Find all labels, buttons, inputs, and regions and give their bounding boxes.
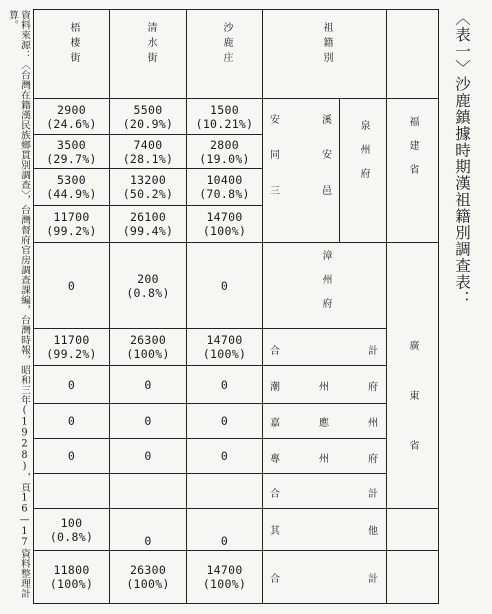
cell-wuqi: 0 [67,377,76,392]
header-qingshui: 清水街 [145,22,156,67]
table-border-bottom [33,603,439,604]
table-title: 〈表一〉沙鹿鎮據時期漢祖籍別調查表： [453,10,471,307]
row-divider [33,473,386,474]
table-border-right [438,9,439,604]
cell-qingshui: 0 [144,449,152,463]
place-label: 合 計 [270,489,378,500]
place-label: 專 州 府 [270,454,378,465]
cell-shalu: 0 [220,278,229,293]
cell-qingshui: 7400 (28.1%) [122,137,174,166]
cell-qingshui: 0 [144,414,152,428]
place-label: 安 溪 [270,115,332,126]
header-shalu: 沙鹿庄 [221,22,232,67]
cell-wuqi: 0 [67,278,76,293]
cell-qingshui: 26300 (100%) [126,333,170,361]
column-divider [262,9,263,604]
cell-shalu: 1500 (10.21%) [195,102,254,131]
cell-wuqi: 3500 (29.7%) [46,137,97,166]
cell-wuqi: 0 [67,449,76,463]
group-quanzhou: 泉州府 [358,120,369,192]
cell-shalu: 0 [220,449,229,463]
column-divider [339,98,340,242]
cell-wuqi: 11700 (99.2%) [46,210,97,238]
cell-qingshui: 200 (0.8%) [126,271,170,300]
cell-qingshui: 26100 (99.4%) [122,210,174,238]
cell-wuqi: 0 [67,414,76,428]
place-label: 同 安 [270,150,332,161]
cell-wuqi: 100 (0.8%) [49,515,94,544]
header-origin: 祖籍別 [321,22,332,67]
place-label: 合 計 [270,574,378,585]
group-fujian: 福建省 [407,116,418,188]
place-label: 三 邑 [270,186,332,197]
cell-wuqi: 11700 (99.2%) [46,333,97,361]
cell-shalu: 0 [220,377,229,392]
cell-wuqi: 2900 (24.6%) [46,102,97,131]
table-border-top [33,9,439,10]
cell-shalu: 14700 (100%) [202,210,247,238]
place-label: 嘉 應 州 [270,418,378,429]
cell-shalu: 14700 (100%) [202,333,247,361]
header-wuqi: 梧棲街 [68,22,79,67]
cell-qingshui: 13200 (50.2%) [122,173,174,201]
cell-shalu: 14700 (100%) [202,563,247,591]
column-divider [386,9,387,604]
place-label: 合 計 [270,346,378,357]
cell-qingshui: 26300 (100%) [126,563,170,591]
place-zhangzhou: 漳州府 [320,250,331,322]
cell-wuqi: 5300 (44.9%) [46,173,97,201]
place-label: 其 他 [270,526,378,537]
cell-shalu: 2800 (19.0%) [199,137,250,166]
place-label: 潮 州 府 [270,382,378,393]
cell-qingshui: 5500 (20.9%) [122,102,174,131]
cell-wuqi: 11800 (100%) [49,563,94,591]
source-note: 資料來源：〈台灣在籍漢民族鄉貫別調查〉，台灣督府官房調查課編，台灣時報，昭和三年(1928)，頁16—17資料整理計算。 [7,10,30,599]
cell-shalu: 0 [220,534,229,548]
cell-shalu: 0 [220,414,229,428]
cell-shalu: 10400 (70.8%) [199,173,250,201]
cell-qingshui: 0 [144,534,152,548]
group-guangdong: 廣東省 [407,340,418,490]
cell-qingshui: 0 [144,377,152,392]
